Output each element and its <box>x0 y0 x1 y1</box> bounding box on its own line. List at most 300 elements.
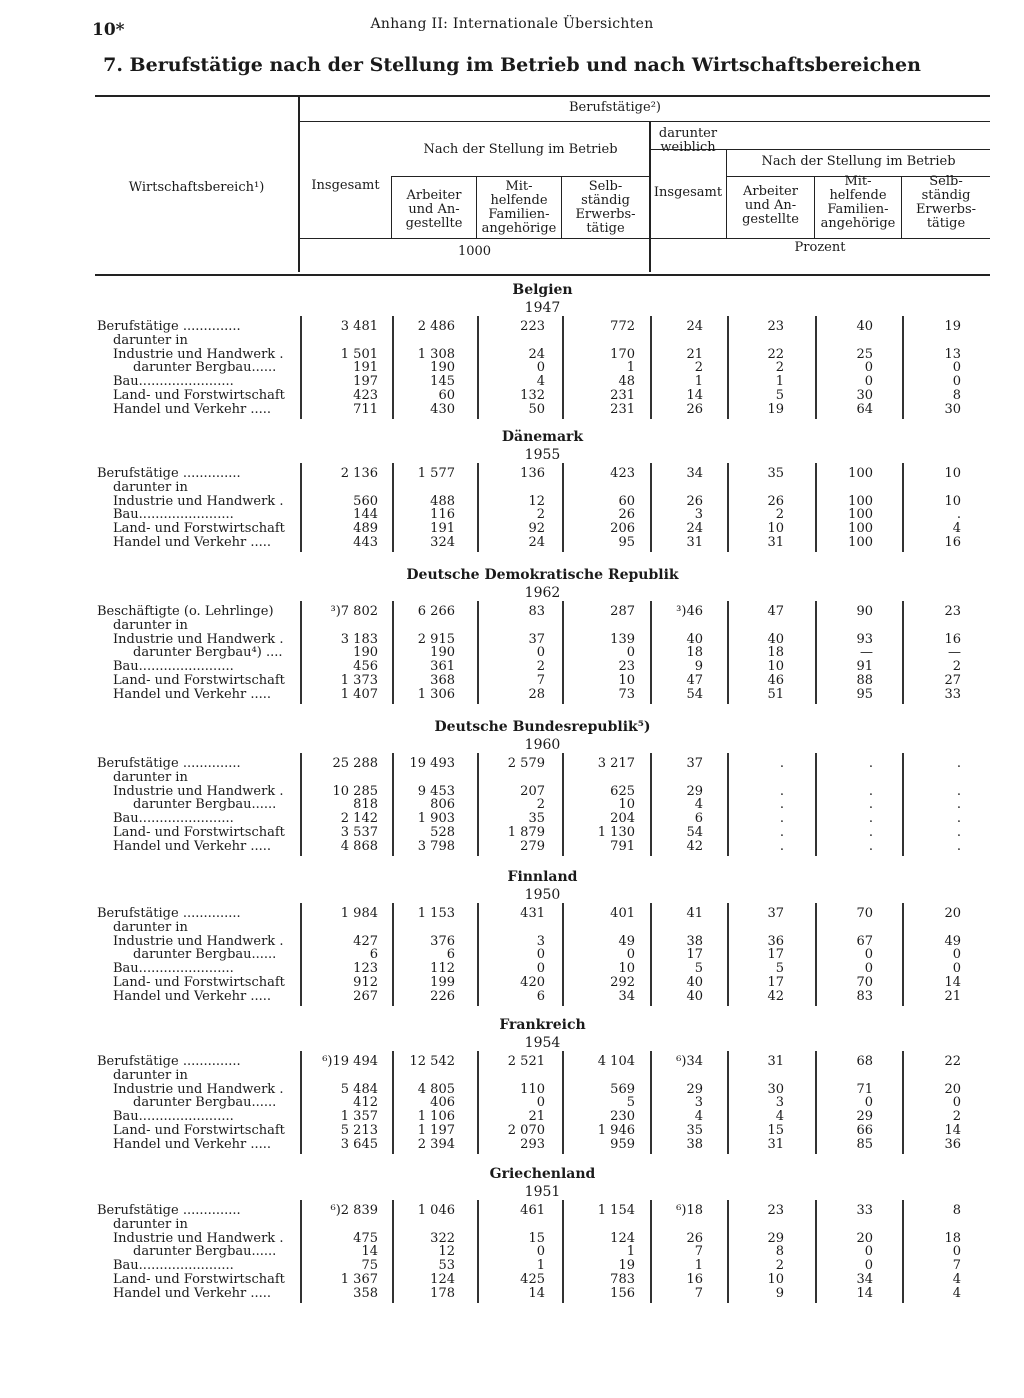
cell-value: ³)7 802 <box>330 604 378 619</box>
column-rule <box>477 316 479 419</box>
column-rule <box>650 903 652 1006</box>
row-label: Industrie und Handwerk . <box>113 347 284 362</box>
page-header <box>0 14 1024 40</box>
row-label: darunter in <box>113 770 188 785</box>
cell-value: 8 <box>775 1244 784 1260</box>
row-label: darunter Bergbau...... <box>133 1245 277 1260</box>
row-label: darunter in <box>113 618 188 633</box>
column-rule <box>392 1051 394 1154</box>
row-label: Bau....................... <box>113 1110 234 1125</box>
cell-value: 71 <box>856 1081 873 1097</box>
cell-value: . <box>779 838 784 854</box>
cell-value: 21 <box>528 1109 545 1125</box>
cell-value: 431 <box>520 906 545 921</box>
cell-value: . <box>868 756 873 771</box>
cell-value: 1 308 <box>417 346 455 362</box>
cell-value: 100 <box>848 507 873 523</box>
cell-value: 14 <box>361 1244 378 1260</box>
cell-value: 66 <box>856 1123 873 1138</box>
row-label: Land- und Forstwirtschaft <box>113 1273 285 1287</box>
cell-value: 223 <box>520 319 545 334</box>
cell-value: 0 <box>864 1258 873 1274</box>
cell-value: 36 <box>767 933 784 949</box>
cell-value: 35 <box>767 466 784 481</box>
cell-value: 10 <box>618 961 635 977</box>
cell-value: 24 <box>686 521 703 537</box>
cell-value: 34 <box>686 466 703 481</box>
table-row <box>95 1124 990 1138</box>
cell-value: 1 <box>694 1258 703 1274</box>
census-year: 1947 <box>524 300 561 316</box>
group-heading: Berufstätige²) <box>569 100 661 115</box>
column-rule <box>477 1200 479 1303</box>
cell-value: 22 <box>767 346 784 362</box>
census-year: 1954 <box>524 1035 561 1051</box>
cell-value: . <box>956 811 961 827</box>
cell-value: 14 <box>686 388 703 403</box>
column-rule <box>392 316 394 419</box>
cell-value: 4 <box>952 1285 961 1301</box>
cell-value: 1 946 <box>597 1123 635 1138</box>
cell-value: 368 <box>430 673 455 688</box>
cell-value: 6 <box>446 947 455 963</box>
column-rule <box>815 1200 817 1303</box>
cell-value: 10 285 <box>332 783 378 799</box>
cell-value: 6 266 <box>417 604 455 619</box>
table-header <box>95 95 990 276</box>
cell-value: 3 <box>694 1095 703 1111</box>
cell-value: 1 367 <box>340 1272 378 1287</box>
cell-value: 47 <box>686 673 703 688</box>
cell-value: 49 <box>944 933 961 949</box>
column-rule <box>300 601 302 704</box>
cell-value: 30 <box>944 401 961 417</box>
cell-value: 959 <box>610 1136 635 1152</box>
cell-value: 36 <box>944 1136 961 1152</box>
row-label: Handel und Verkehr ..... <box>113 1137 272 1152</box>
cell-value: 1 879 <box>507 825 545 840</box>
column-rule <box>902 601 904 704</box>
column-rule <box>650 601 652 704</box>
cell-value: ⁶)34 <box>676 1054 703 1069</box>
country-section <box>95 282 990 422</box>
column-rule <box>815 1051 817 1154</box>
column-rule <box>727 903 729 1006</box>
unit-prozent: Prozent <box>794 240 846 255</box>
table-row <box>95 907 990 921</box>
cell-value: 29 <box>856 1109 873 1125</box>
cell-value: 8 <box>952 1203 961 1218</box>
cell-value: 42 <box>686 838 703 854</box>
column-rule <box>392 1200 394 1303</box>
cell-value: 0 <box>952 1095 961 1111</box>
table-row <box>95 1218 990 1232</box>
cell-value: 322 <box>430 1230 455 1246</box>
table-row <box>95 757 990 771</box>
column-rule <box>650 1051 652 1154</box>
cell-value: 5 <box>626 1095 635 1111</box>
row-label: Industrie und Handwerk . <box>113 1231 284 1246</box>
column-rule <box>815 753 817 856</box>
column-rule <box>392 903 394 1006</box>
cell-value: 7 <box>952 1258 961 1274</box>
row-label: Berufstätige .............. <box>97 1055 241 1069</box>
cell-value: 17 <box>767 947 784 963</box>
cell-value: 16 <box>944 631 961 647</box>
cell-value: 14 <box>528 1285 545 1301</box>
row-label: Land- und Forstwirtschaft <box>113 976 285 990</box>
cell-value: 912 <box>353 975 378 990</box>
table-row <box>95 688 990 702</box>
cell-value: 23 <box>944 604 961 619</box>
cell-value: 230 <box>610 1109 635 1125</box>
cell-value: 199 <box>430 975 455 990</box>
cell-value: 29 <box>686 1081 703 1097</box>
cell-value: 1 106 <box>417 1109 455 1125</box>
cell-value: 156 <box>610 1285 635 1301</box>
cell-value: 112 <box>430 961 455 977</box>
cell-value: 4 <box>775 1109 784 1125</box>
cell-value: 67 <box>856 933 873 949</box>
cell-value: 0 <box>952 961 961 977</box>
column-rule <box>902 753 904 856</box>
cell-value: 14 <box>944 975 961 990</box>
cell-value: 324 <box>430 535 455 550</box>
cell-value: 226 <box>430 988 455 1004</box>
cell-value: 806 <box>430 797 455 813</box>
cell-value: 1 154 <box>597 1203 635 1218</box>
country-section <box>95 719 990 859</box>
cell-value: 401 <box>610 906 635 921</box>
column-rule <box>727 601 729 704</box>
column-rule <box>902 903 904 1006</box>
column-rule <box>815 903 817 1006</box>
cell-value: 0 <box>536 947 545 963</box>
cell-value: 3 <box>694 507 703 523</box>
mithelfend-w-heading: Mit- helfende Familien- angehörige <box>820 174 896 231</box>
row-label: darunter Bergbau...... <box>133 948 277 963</box>
cell-value: 0 <box>536 961 545 977</box>
census-year: 1951 <box>524 1184 561 1200</box>
cell-value: 461 <box>520 1203 545 1218</box>
cell-value: 19 493 <box>409 756 455 771</box>
cell-value: 3 537 <box>340 825 378 840</box>
cell-value: 26 <box>767 493 784 509</box>
cell-value: 3 <box>536 933 545 949</box>
cell-value: 0 <box>626 947 635 963</box>
table-row <box>95 1069 990 1083</box>
cell-value: 53 <box>438 1258 455 1274</box>
cell-value: 92 <box>528 521 545 537</box>
cell-value: . <box>868 797 873 813</box>
cell-value: 423 <box>353 388 378 403</box>
table-row <box>95 481 990 495</box>
row-label: Berufstätige .............. <box>97 757 241 771</box>
cell-value: 40 <box>767 631 784 647</box>
column-rule <box>650 1200 652 1303</box>
row-label: Land- und Forstwirtschaft <box>113 389 285 403</box>
row-label: Berufstätige .............. <box>97 320 241 334</box>
cell-value: 29 <box>767 1230 784 1246</box>
cell-value: 2 <box>775 1258 784 1274</box>
row-label: darunter Bergbau...... <box>133 361 277 376</box>
cell-value: 50 <box>528 401 545 417</box>
arbeiter-w-heading: Arbeiter und An- gestellte <box>742 184 799 227</box>
cell-value: 231 <box>610 401 635 417</box>
cell-value: 4 868 <box>340 838 378 854</box>
column-rule <box>727 1200 729 1303</box>
column-rule <box>562 463 564 552</box>
row-label: Industrie und Handwerk . <box>113 494 284 509</box>
cell-value: 170 <box>610 346 635 362</box>
country-section <box>95 567 990 707</box>
column-rule <box>477 903 479 1006</box>
cell-value: 361 <box>430 659 455 675</box>
cell-value: 206 <box>610 521 635 537</box>
table-row <box>95 1273 990 1287</box>
cell-value: 5 484 <box>340 1081 378 1097</box>
cell-value: 197 <box>353 374 378 390</box>
column-rule <box>902 463 904 552</box>
country-name: Dänemark <box>501 429 584 445</box>
row-label: Handel und Verkehr ..... <box>113 687 272 702</box>
cell-value: 12 <box>528 493 545 509</box>
weiblich-heading: darunter weiblich <box>658 126 718 155</box>
column-rule <box>300 463 302 552</box>
row-label: Bau....................... <box>113 962 234 977</box>
cell-value: 139 <box>610 631 635 647</box>
table-row <box>95 976 990 990</box>
cell-value: 2 521 <box>507 1054 545 1069</box>
table-row <box>95 467 990 481</box>
row-label: Industrie und Handwerk . <box>113 632 284 647</box>
cell-value: 2 136 <box>340 466 378 481</box>
row-label: darunter Bergbau...... <box>133 1096 277 1111</box>
cell-value: 31 <box>767 1136 784 1152</box>
cell-value: . <box>868 811 873 827</box>
cell-value: 95 <box>618 535 635 550</box>
cell-value: . <box>779 825 784 840</box>
cell-value: . <box>956 783 961 799</box>
arbeiter-heading: Arbeiter und An- gestellte <box>405 188 463 231</box>
cell-value: 23 <box>767 319 784 334</box>
cell-value: 18 <box>686 645 703 661</box>
row-label: Handel und Verkehr ..... <box>113 989 272 1004</box>
row-label: Industrie und Handwerk . <box>113 784 284 799</box>
column-rule <box>815 601 817 704</box>
row-label: darunter Bergbau...... <box>133 798 277 813</box>
cell-value: 1 <box>536 1258 545 1274</box>
cell-value: 85 <box>856 1136 873 1152</box>
cell-value: 1 <box>626 1244 635 1260</box>
cell-value: 267 <box>353 988 378 1004</box>
cell-value: 569 <box>610 1081 635 1097</box>
row-label: Handel und Verkehr ..... <box>113 402 272 417</box>
column-rule <box>477 753 479 856</box>
cell-value: . <box>868 825 873 840</box>
mithelfend-heading: Mit- helfende Familien- angehörige <box>481 179 557 236</box>
page-number: 10* <box>92 20 125 40</box>
stellung-heading: Nach der Stellung im Betrieb <box>423 142 618 157</box>
row-label: Land- und Forstwirtschaft <box>113 1124 285 1138</box>
cell-value: 100 <box>848 535 873 550</box>
cell-value: 2 579 <box>507 756 545 771</box>
column-rule <box>562 903 564 1006</box>
cell-value: 19 <box>944 319 961 334</box>
cell-value: 124 <box>610 1230 635 1246</box>
cell-value: 791 <box>610 838 635 854</box>
cell-value: 16 <box>944 535 961 550</box>
country-name: Deutsche Demokratische Republik <box>406 567 679 583</box>
cell-value: 54 <box>686 686 703 702</box>
cell-value: 783 <box>610 1272 635 1287</box>
stellung-w-heading: Nach der Stellung im Betrieb <box>761 154 956 169</box>
cell-value: 19 <box>618 1258 635 1274</box>
row-label: Berufstätige .............. <box>97 1204 241 1218</box>
cell-value: 35 <box>686 1123 703 1138</box>
cell-value: 37 <box>686 756 703 771</box>
cell-value: 25 288 <box>332 756 378 771</box>
cell-value: 144 <box>353 507 378 523</box>
cell-value: 83 <box>528 604 545 619</box>
column-rule <box>300 1200 302 1303</box>
cell-value: 423 <box>610 466 635 481</box>
cell-value: 6 <box>536 988 545 1004</box>
cell-value: 30 <box>767 1081 784 1097</box>
cell-value: 1 <box>775 374 784 390</box>
cell-value: 2 <box>536 659 545 675</box>
cell-value: 24 <box>686 319 703 334</box>
cell-value: 1 903 <box>417 811 455 827</box>
cell-value: 1 984 <box>340 906 378 921</box>
cell-value: 100 <box>848 466 873 481</box>
cell-value: 0 <box>952 360 961 376</box>
cell-value: 4 <box>694 1109 703 1125</box>
cell-value: 4 <box>952 521 961 537</box>
cell-value: 406 <box>430 1095 455 1111</box>
cell-value: 48 <box>618 374 635 390</box>
cell-value: 425 <box>520 1272 545 1287</box>
cell-value: 3 217 <box>597 756 635 771</box>
cell-value: 110 <box>520 1081 545 1097</box>
unit-1000: 1000 <box>457 244 492 259</box>
table-row <box>95 320 990 334</box>
cell-value: 70 <box>856 975 873 990</box>
column-rule <box>650 463 652 552</box>
column-rule <box>902 316 904 419</box>
cell-value: 18 <box>767 645 784 661</box>
cell-value: 0 <box>864 1244 873 1260</box>
cell-value: 456 <box>353 659 378 675</box>
column-rule <box>902 1200 904 1303</box>
cell-value: 1 <box>694 374 703 390</box>
cell-value: 10 <box>767 1272 784 1287</box>
cell-value: 489 <box>353 521 378 537</box>
table-row <box>95 334 990 348</box>
cell-value: 16 <box>686 1272 703 1287</box>
cell-value: 0 <box>864 360 873 376</box>
column-rule <box>902 1051 904 1154</box>
cell-value: 818 <box>353 797 378 813</box>
cell-value: 47 <box>767 604 784 619</box>
cell-value: 9 <box>694 659 703 675</box>
cell-value: 38 <box>686 1136 703 1152</box>
table-row <box>95 921 990 935</box>
cell-value: 91 <box>856 659 873 675</box>
cell-value: 13 <box>944 346 961 362</box>
country-name: Frankreich <box>499 1017 586 1033</box>
cell-value: 5 <box>694 961 703 977</box>
cell-value: 1 407 <box>340 686 378 702</box>
cell-value: 6 <box>369 947 378 963</box>
table-row <box>95 389 990 403</box>
census-year: 1960 <box>524 737 561 753</box>
cell-value: 560 <box>353 493 378 509</box>
cell-value: 26 <box>686 1230 703 1246</box>
cell-value: 83 <box>856 988 873 1004</box>
cell-value: 26 <box>686 401 703 417</box>
cell-value: 10 <box>767 521 784 537</box>
cell-value: 2 <box>694 360 703 376</box>
cell-value: 100 <box>848 521 873 537</box>
cell-value: 12 542 <box>409 1054 455 1069</box>
cell-value: 2 486 <box>417 319 455 334</box>
cell-value: 293 <box>520 1136 545 1152</box>
cell-value: 4 <box>952 1272 961 1287</box>
cell-value: 41 <box>686 906 703 921</box>
census-year: 1955 <box>524 447 561 463</box>
cell-value: 22 <box>944 1054 961 1069</box>
column-rule <box>300 1051 302 1154</box>
cell-value: . <box>779 797 784 813</box>
cell-value: 15 <box>528 1230 545 1246</box>
cell-value: 20 <box>856 1230 873 1246</box>
cell-value: 0 <box>952 374 961 390</box>
table-row <box>95 403 990 417</box>
cell-value: 427 <box>353 933 378 949</box>
cell-value: 204 <box>610 811 635 827</box>
column-rule <box>392 753 394 856</box>
cell-value: 12 <box>438 1244 455 1260</box>
country-section <box>95 869 990 1009</box>
cell-value: 90 <box>856 604 873 619</box>
cell-value: 1 130 <box>597 825 635 840</box>
column-rule <box>562 316 564 419</box>
cell-value: 10 <box>618 673 635 688</box>
cell-value: 33 <box>856 1203 873 1218</box>
cell-value: 2 394 <box>417 1136 455 1152</box>
cell-value: 711 <box>353 401 378 417</box>
cell-value: 1 501 <box>340 346 378 362</box>
cell-value: 73 <box>618 686 635 702</box>
cell-value: 358 <box>353 1285 378 1301</box>
cell-value: ⁶)2 839 <box>330 1203 378 1218</box>
cell-value: . <box>956 797 961 813</box>
column-rule <box>477 601 479 704</box>
selbst-heading: Selb- ständig Erwerbs- tätige <box>575 179 636 236</box>
cell-value: 46 <box>767 673 784 688</box>
column-rule <box>727 1051 729 1154</box>
cell-value: 136 <box>520 466 545 481</box>
cell-value: 60 <box>618 493 635 509</box>
cell-value: 430 <box>430 401 455 417</box>
cell-value: 625 <box>610 783 635 799</box>
row-label: Berufstätige .............. <box>97 907 241 921</box>
cell-value: 88 <box>856 673 873 688</box>
row-label: Berufstätige .............. <box>97 467 241 481</box>
cell-value: 33 <box>944 686 961 702</box>
cell-value: 6 <box>694 811 703 827</box>
